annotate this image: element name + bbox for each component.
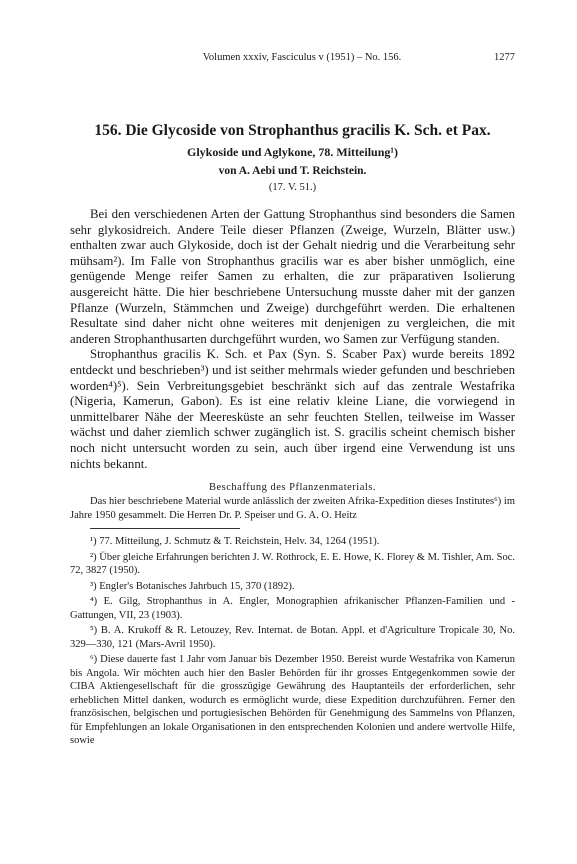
section-text-block xyxy=(70,495,515,522)
running-header xyxy=(70,52,515,66)
footnote-6: ⁶) Diese dauerte fast 1 Jahr vom Januar bis Dezember 1950. Bereist wurde Westafrika von Kamerun bis Angola. Wir möchten auch hier den Basler Behörden für ihr grosses Entgegenkommen sowie der CIBA Aktiengesellschaft für die grosszügige Gewährung des Hauptanteils der erforderlichen, sehr erheblichen Mittel danken, wodurch es ermöglicht wurde, diese Expedition durchzuführen. Ferner den französischen, belgischen und portugiesischen Behörden für Genehmigung des Sammelns von Pflanzen, für Empfehlungen an lokale Organisationen in den entsprechenden Kolonien und andere wertvolle Hilfe, sowie xyxy=(70,654,515,747)
section-paragraph: Das hier beschriebene Material wurde anlässlich der zweiten Afrika-Expedition dieses Institutes⁶) im Jahre 1950 gesammelt. Die Herren Dr. P. Speiser und G. A. O. Heitz xyxy=(70,496,515,521)
footnote-4: ⁴) E. Gilg, Strophanthus in A. Engler, Monographien afrikanischer Pflanzen-Familien und -Gattungen, VII, 23 (1903). xyxy=(70,596,515,621)
page-number: 1277 xyxy=(494,52,515,63)
body-paragraph-2: Strophanthus gracilis K. Sch. et Pax (Syn. S. Scaber Pax) wurde bereits 1892 entdeckt und beschrieben³) und ist seither mehrmals wieder gefunden und beschrieben worden⁴)⁵). Sein Verbreitungsgebiet beschränkt sich auf das zentrale Westafrika (Nigeria, Kamerun, Gabon). Es ist eine relativ kleine Liane, die vorwiegend in unmittelbarer Nähe der Meeresküste an sehr feuchten Stellen, teilweise im Wasser wächst und daher ziemlich schwer zugänglich ist. S. gracilis scheint chemisch bisher noch nicht untersucht worden zu sein, auch über irgend eine Verwendung ist uns nichts bekannt. xyxy=(70,347,515,471)
footnote-3: ³) Engler's Botanisches Jahrbuch 15, 370 (1892). xyxy=(90,580,295,592)
footnote-1: ¹) 77. Mitteilung, J. Schmutz & T. Reichstein, Helv. 34, 1264 (1951). xyxy=(90,536,380,548)
footnote-divider xyxy=(90,528,240,529)
article-title: 156. Die Glycoside von Strophanthus gracilis K. Sch. et Pax. xyxy=(94,122,491,139)
article-body xyxy=(70,207,515,472)
section-heading: Beschaffung des Pflanzenmaterials. xyxy=(209,482,376,494)
article-authors: von A. Aebi und T. Reichstein. xyxy=(218,165,367,177)
journal-volume-line: Volumen xxxiv, Fasciculus v (1951) – No. 156. xyxy=(202,52,402,63)
article-subtitle: Glykoside und Aglykone, 78. Mitteilung¹) xyxy=(187,145,398,159)
journal-page xyxy=(70,52,515,750)
footnote-5: ⁵) B. A. Krukoff & R. Letouzey, Rev. Internat. de Botan. Appl. et d'Agriculture Tropicale 30, No. 329—330, 121 (Mars-Avril 1950). xyxy=(70,625,515,650)
footnote-2: ²) Über gleiche Erfahrungen berichten J. W. Rothrock, E. E. Howe, K. Florey & M. Tishler, Am. Soc. 72, 3827 (1950). xyxy=(70,551,515,577)
footnotes xyxy=(70,535,515,748)
received-date: (17. V. 51.) xyxy=(268,182,317,193)
body-paragraph-1: Bei den verschiedenen Arten der Gattung Strophanthus sind besonders die Samen sehr glykosidreich. Andere Teile dieser Pflanzen (Zweige, Wurzeln, Blätter usw.) enthalten zwar auch Glykoside, doch ist der Gehalt niedrig und die Verarbeitung sehr mühsam²). Im Falle von Strophanthus gracilis war es aber bisher unmöglich, eine genügende Menge reifer Samen zu erhalten, die zur präparativen Isolierung ausgereicht hätte. Die hier beschriebene Untersuchung musste daher mit der ganzen Pflanze (Wurzeln, Stämmchen und Zweige) durchgeführt werden. Die erhaltenen Resultate sind daher nicht ohne weiteres mit denjenigen zu vergleichen, die mit anderen Strophanthusarten durchgeführt wurden, wo Samen zur Verfügung standen. xyxy=(70,207,515,346)
